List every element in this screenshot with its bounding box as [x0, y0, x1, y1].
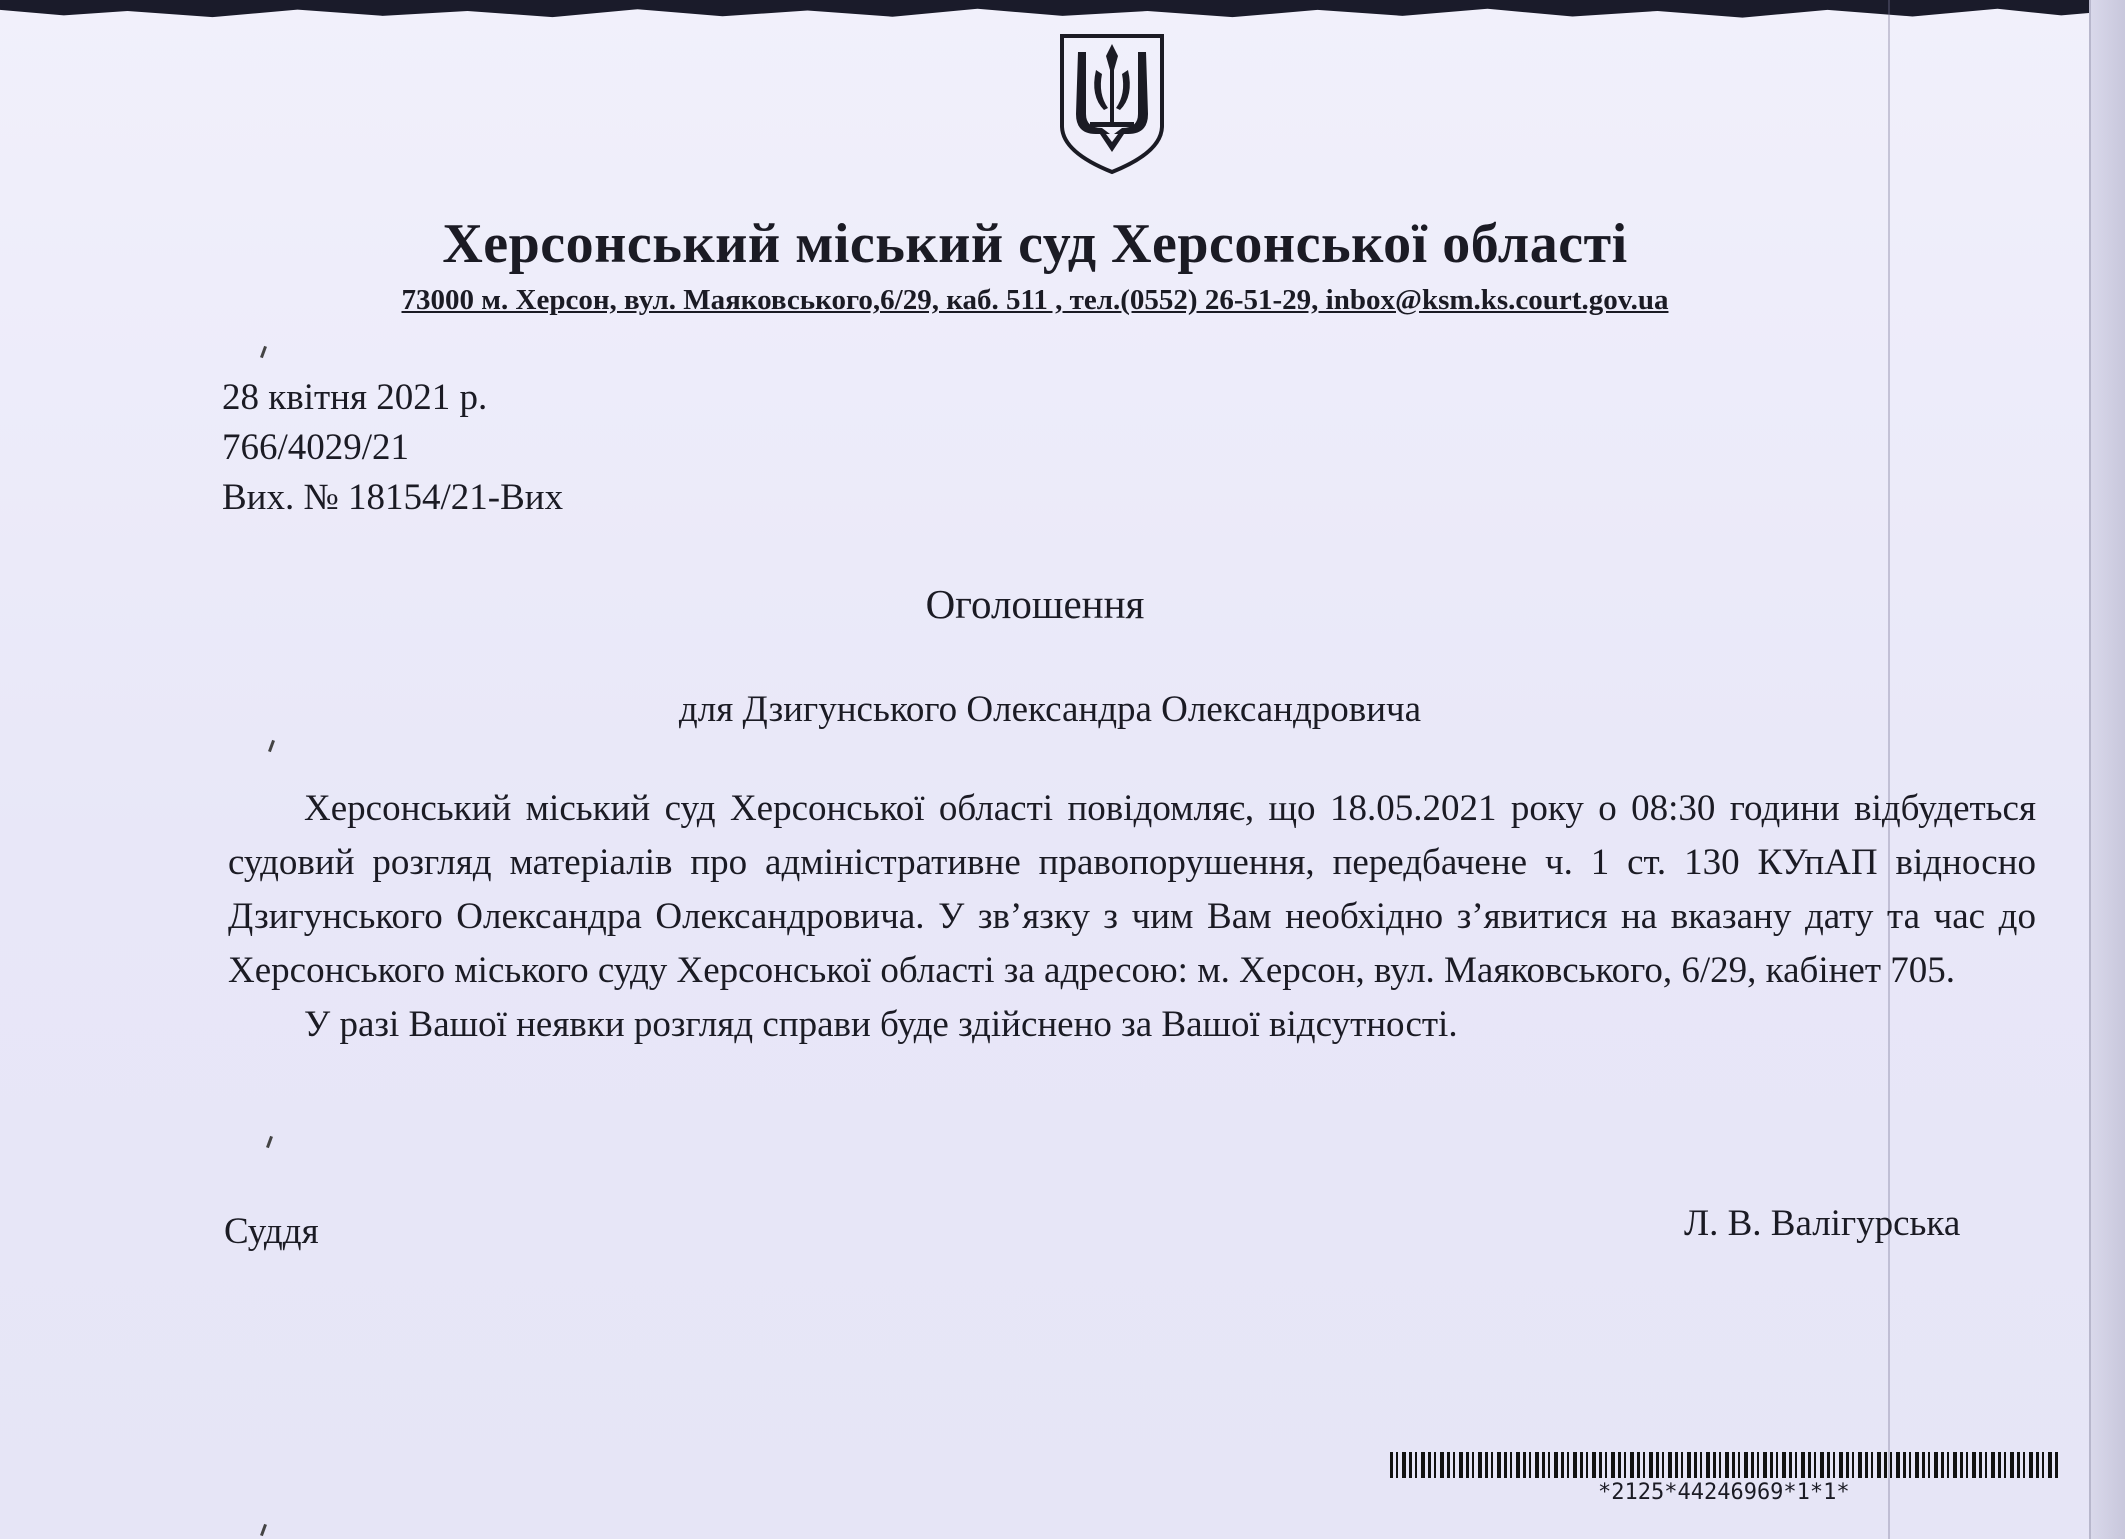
notice-paragraph: Херсонський міський суд Херсонської області повідомляє, що 18.05.2021 року о 08:30 години відбудеться судовий розгляд матеріалів про адміністративне правопорушення, передбачене ч. 1 ст. 130 КУпАП відносно Дзигунського Олександра Олександровича. У зв’язку з чим Вам необхідно з’явитися на вказану дату та час до Херсонського міського суду Херсонської області за адресою: м. Херсон, вул. Маяковського, 6/29, кабінет 705.	[228, 788, 2036, 991]
notice-body	[228, 782, 2036, 1052]
notice-paragraph: У разі Вашої неявки розгляд справи буде здійснено за Вашої відсутності.	[304, 1004, 1458, 1045]
notice-heading: Оголошення	[925, 581, 1145, 627]
paper-edge	[2089, 0, 2125, 1539]
barcode-number: *2125*44246969*1*1*	[1598, 1480, 1850, 1505]
scan-mark	[268, 740, 275, 752]
outgoing-number: Вих. № 18154/21-Вих	[222, 477, 564, 518]
case-number: 766/4029/21	[222, 427, 410, 468]
trident-icon	[1056, 30, 1168, 176]
court-address: 73000 м. Херсон, вул. Маяковського,6/29, каб. 511 , тел.(0552) 26-51-29, inbox@ksm.ks.court.gov.ua	[401, 284, 1669, 316]
torn-paper-edge	[0, 0, 2125, 22]
barcode	[1390, 1452, 2058, 1478]
court-name: Херсонський міський суд Херсонської області	[442, 213, 1628, 275]
document-date: 28 квітня 2021 р.	[222, 377, 488, 418]
signature-name: Л. В. Валігурська	[1684, 1203, 1961, 1244]
scan-mark	[260, 346, 267, 358]
notice-addressee: для Дзигунського Олександра Олександровича	[678, 689, 1422, 730]
scan-mark	[266, 1136, 273, 1148]
signature-role: Суддя	[224, 1211, 319, 1252]
scan-mark	[260, 1524, 267, 1536]
